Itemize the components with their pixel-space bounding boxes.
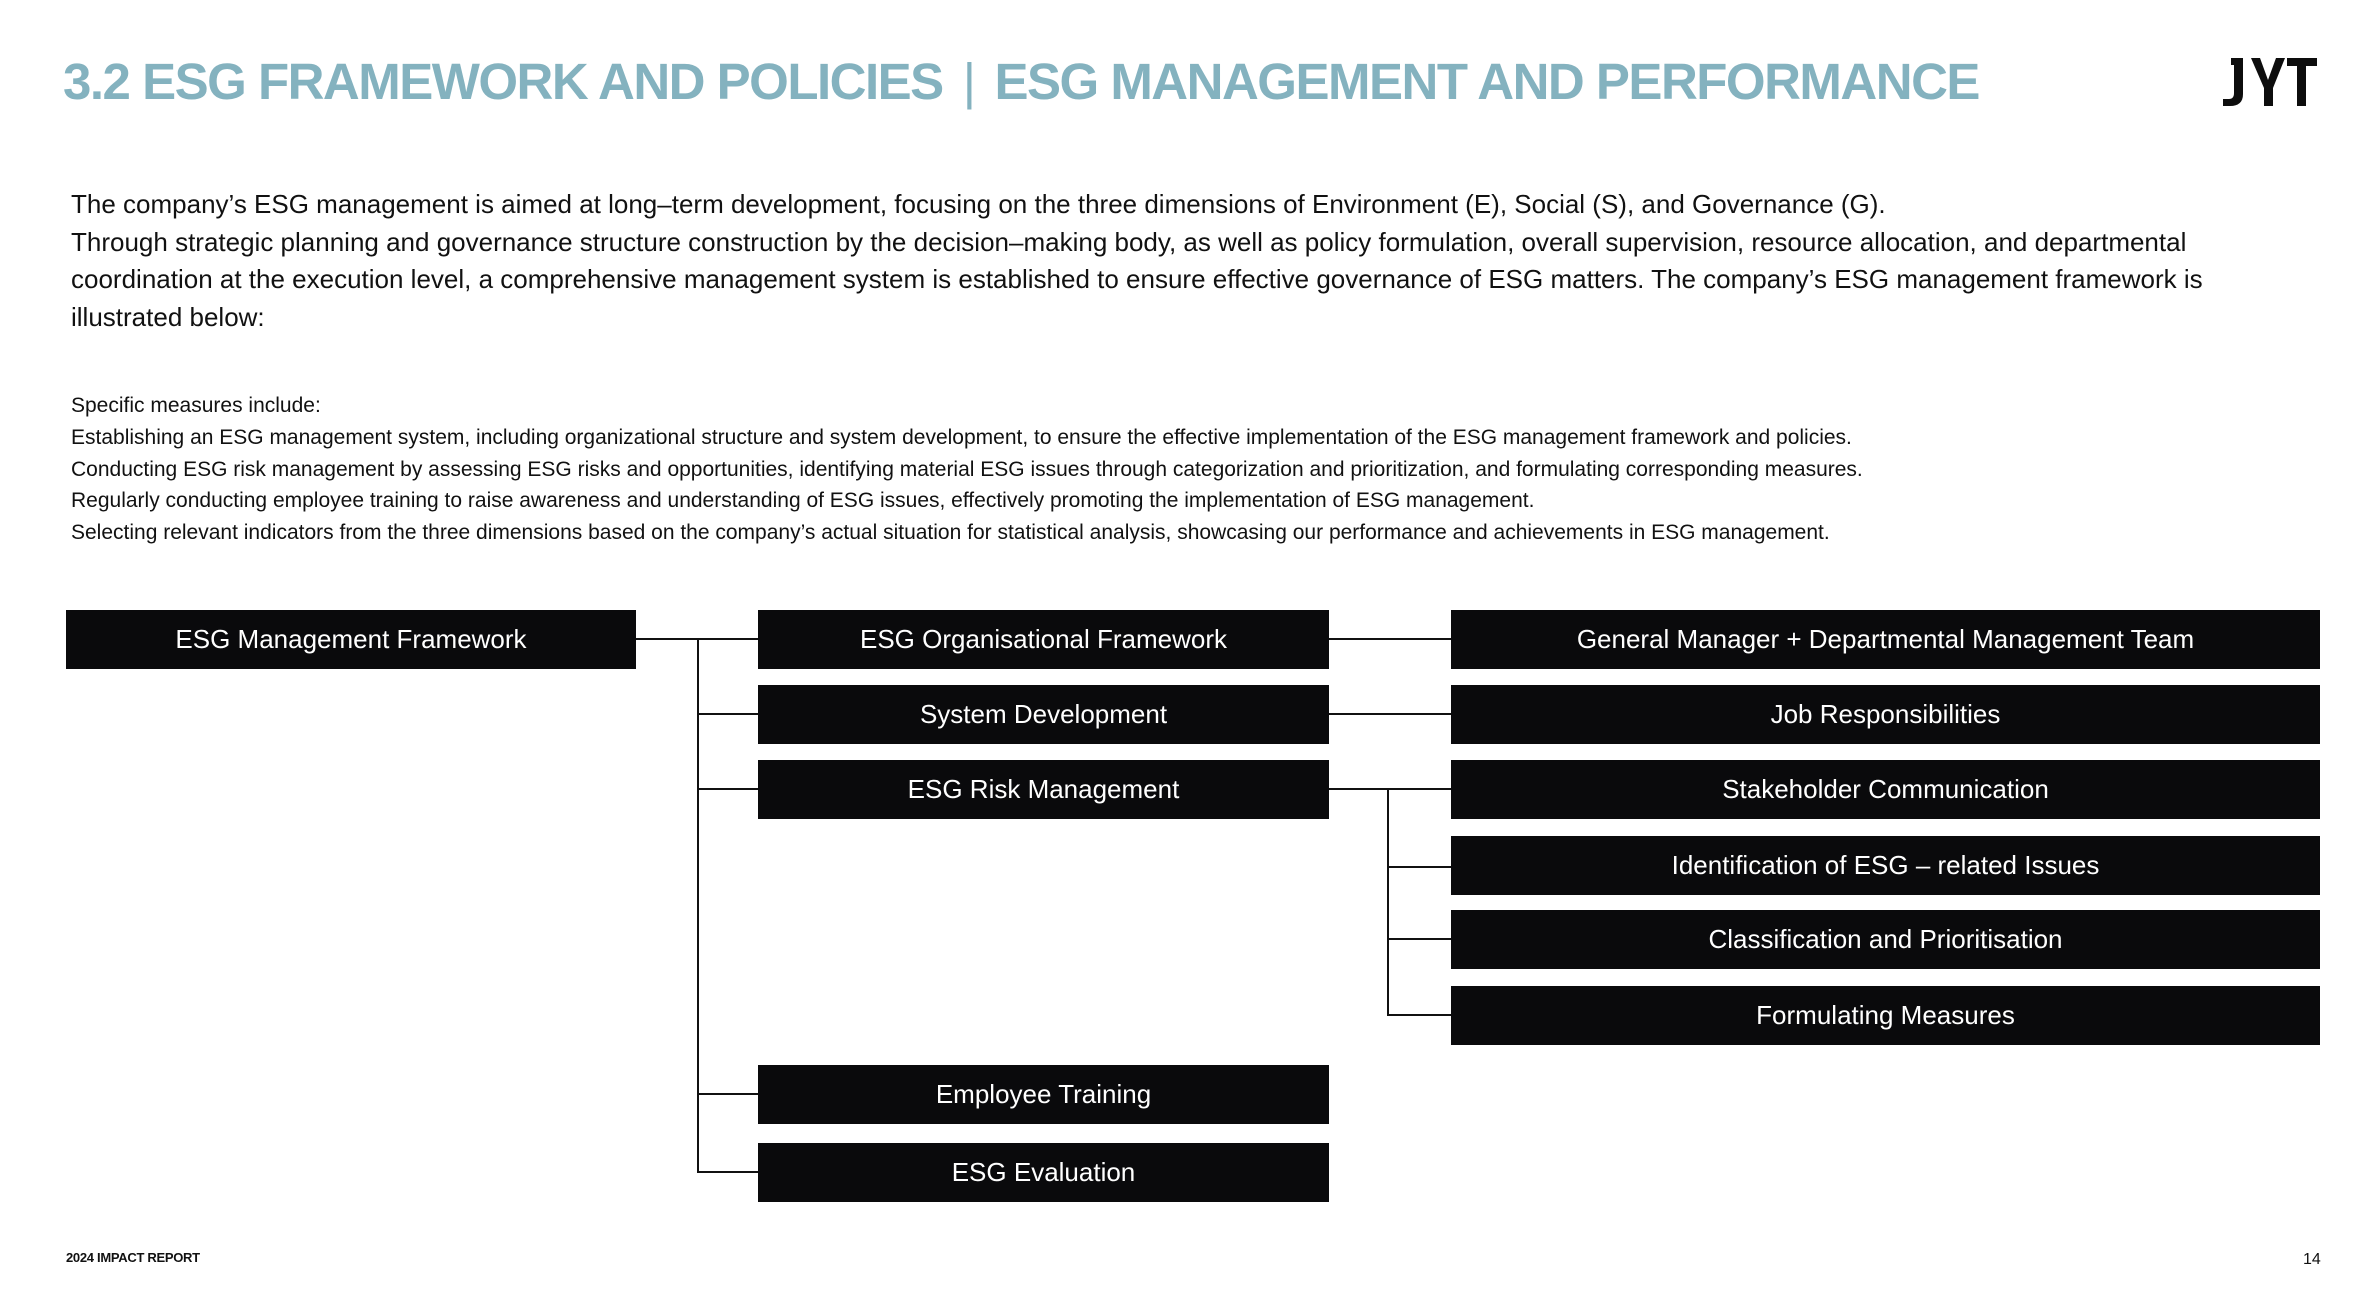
measures-heading: Specific measures include: xyxy=(71,394,321,417)
node-system-development: System Development xyxy=(758,685,1329,744)
title-section: 3.2 ESG FRAMEWORK AND POLICIES xyxy=(63,53,943,110)
intro-line-1: The company’s ESG management is aimed at long–term development, focusing on the three dimensions of Environment (E), Social (S), and Governance (G). xyxy=(71,189,1886,219)
node-job-responsibilities: Job Responsibilities xyxy=(1451,685,2320,744)
measure-item: Regularly conducting employee training to raise awareness and understanding of ESG issues, effectively promoting the implementation of ESG management. xyxy=(71,489,1535,513)
page-number: 14 xyxy=(2303,1251,2321,1268)
node-general-manager-team: General Manager + Departmental Management Team xyxy=(1451,610,2320,669)
intro-line-2: Through strategic planning and governance structure construction by the decision–making body, as well as policy formulation, overall supervision, resource allocation, and departmental coordination at the execution level, a comprehensive management system is established to ensure effective governance of ESG matters. The company’s ESG management framework is illustrated below: xyxy=(71,226,2203,332)
measure-item: Selecting relevant indicators from the three dimensions based on the company’s actual situation for statistical analysis, showcasing our performance and achievements in ESG management. xyxy=(71,521,1830,545)
node-formulating-measures: Formulating Measures xyxy=(1451,986,2320,1045)
measure-item: Establishing an ESG management system, including organizational structure and system development, to ensure the effective implementation of the ESG management framework and policies. xyxy=(71,425,1852,449)
node-stakeholder-communication: Stakeholder Communication xyxy=(1451,760,2320,819)
report-label: 2024 IMPACT REPORT xyxy=(66,1250,200,1265)
node-esg-risk-management: ESG Risk Management xyxy=(758,760,1329,819)
node-identification-esg-issues: Identification of ESG – related Issues xyxy=(1451,836,2320,895)
node-esg-organisational-framework: ESG Organisational Framework xyxy=(758,610,1329,669)
title-separator: | xyxy=(962,53,975,110)
node-employee-training: Employee Training xyxy=(758,1065,1329,1124)
title-chapter: ESG MANAGEMENT AND PERFORMANCE xyxy=(994,53,1979,110)
node-classification-prioritisation: Classification and Prioritisation xyxy=(1451,910,2320,969)
measure-item: Conducting ESG risk management by assessing ESG risks and opportunities, identifying material ESG issues through categorization and prioritization, and formulating corresponding measures. xyxy=(71,457,1863,481)
node-esg-evaluation: ESG Evaluation xyxy=(758,1143,1329,1202)
node-esg-management-framework: ESG Management Framework xyxy=(66,610,636,669)
